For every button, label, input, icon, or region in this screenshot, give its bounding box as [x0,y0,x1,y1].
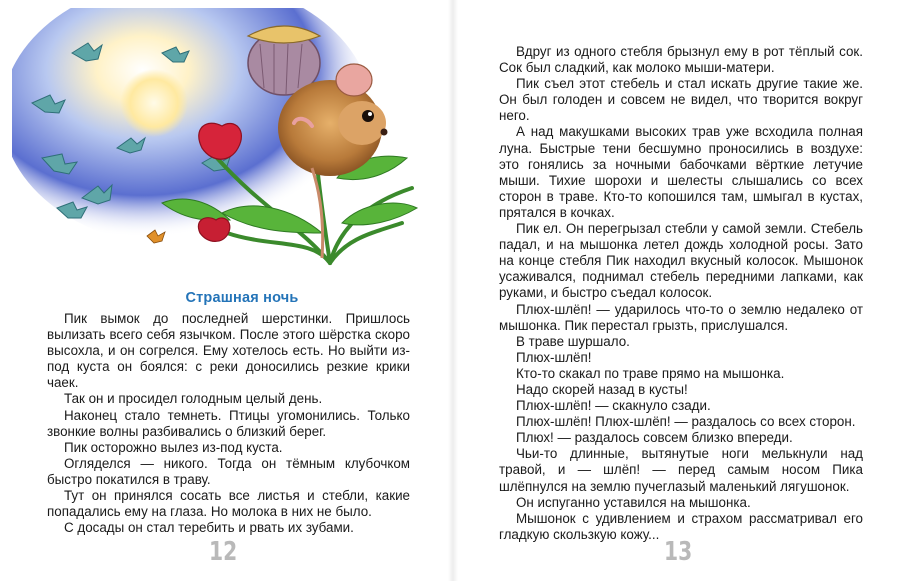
paragraph: Пик осторожно вылез из-под куста. [64,439,283,455]
paragraph: Пик ел. Он перегрызал стебли у самой земли. Стебель падал, и на мышонка летел дождь холодной росы. Зато на конце стебля Пик находил вкусный колосок. Мышонок усаживался, поднимал стебель передними лапками, как руками, и быстро съедал колосок. [499,221,863,301]
paragraph: Пик съел этот стебель и стал искать другие такие же. Он был голоден и совсем не видел, что творится вокруг него. [499,76,863,124]
chapter-title: Страшная ночь [185,290,299,306]
paragraph: Чьи-то длинные, вытянутые ноги мелькнули над травой, и — шлёп! — перед самым носом Пика шлёпнулся на землю пучеглазый маленький лягушонок. [499,446,863,494]
paragraph: Тут он принялся сосать все листья и стебли, какие попадались ему на глаза. Но молока в них не было. [47,488,410,520]
right-page [453,0,905,581]
paragraph: Надо скорей назад в кусты! [516,381,688,397]
right-page-text [499,44,863,543]
paragraph: В траве шуршало. [516,333,630,349]
illustration-mouse-on-poppy [12,8,434,280]
paragraph: Плюх-шлёп! [516,349,592,365]
paragraph: Кто-то скакал по траве прямо на мышонка. [516,365,785,381]
left-page [0,0,452,581]
paragraph: Вдруг из одного стебля брызнул ему в рот тёплый сок. Сок был сладкий, как молоко мыши-матери. [499,44,863,76]
paragraph: Плюх-шлёп! — ударилось что-то о землю недалеко от мышонка. Пик перестал грызть, прислушался. [499,301,863,333]
page-number-right: 13 [663,537,693,567]
paragraph: Плюх-шлёп! Плюх-шлёп! — раздалось со всех сторон. [516,414,856,430]
moon-icon [120,69,188,137]
paragraph: Мышонок с удивлением и страхом рассматривал его гладкую скользкую кожу... [499,510,863,542]
paragraph: Он испуганно уставился на мышонка. [516,494,751,510]
paragraph: А над макушками высоких трав уже всходила полная луна. Быстрые тени бесшумно проносились в воздухе: это гонялись за ночными бабочками вёрткие летучие мыши. Тихие шорохи и шелесты слышались со всех сторон в траве. Кто-то копошился там, шмыгал в кустах, прятался в кочках. [499,124,863,220]
paragraph: Пик вымок до последней шерстинки. Пришлось вылизать всего себя язычком. После этого шёрстка скоро высохла, и он согрелся. Ему хотелось есть. Но выйти из-под куста он боялся: с реки доносились резкие крики чаек. [47,311,410,391]
left-page-text [47,311,410,536]
paragraph: Плюх-шлёп! — скакнуло сзади. [516,398,711,414]
paragraph: Так он и просидел голодным целый день. [64,391,323,407]
paragraph: Наконец стало темнеть. Птицы угомонились. Только звонкие волны разбивались о близкий берег. [47,407,410,439]
page-number-left: 12 [208,537,238,567]
paragraph: Огляделся — никого. Тогда он тёмным клубочком быстро покатился в траву. [47,455,410,487]
paragraph: С досады он стал теребить и рвать их зубами. [64,520,354,536]
paragraph: Плюх! — раздалось совсем близко впереди. [516,430,793,446]
